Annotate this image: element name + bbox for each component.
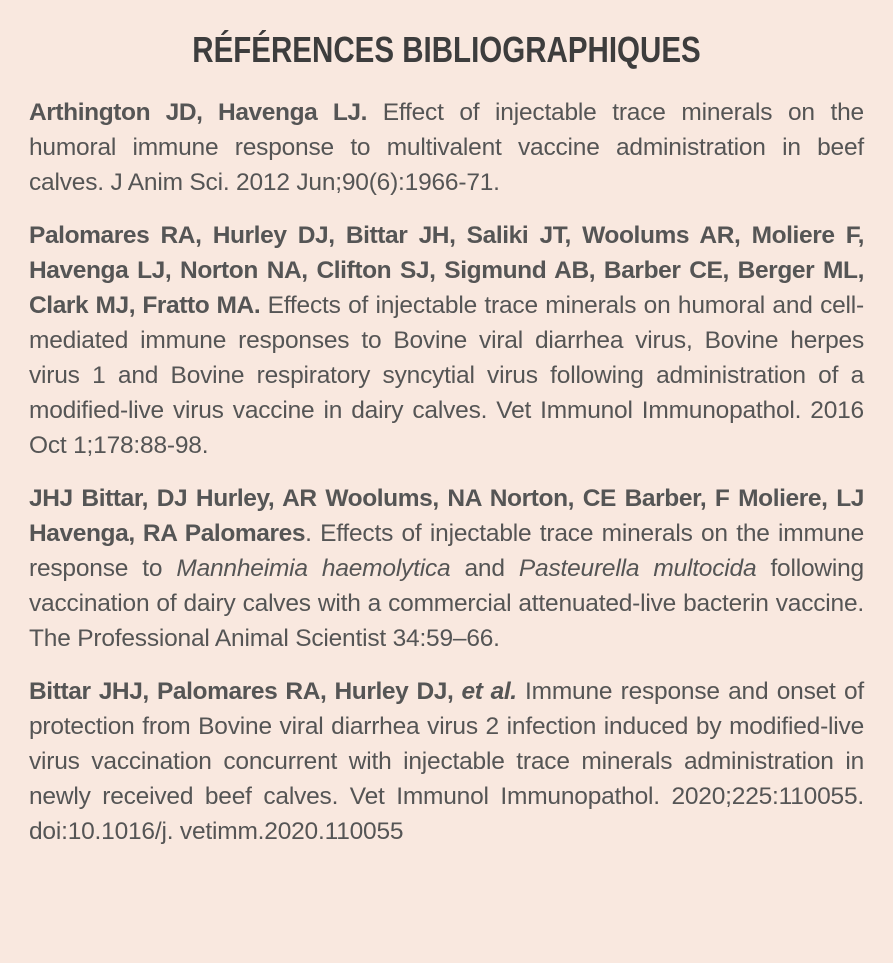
reference-text: and — [450, 555, 519, 583]
et-al: et al. — [453, 678, 517, 706]
reference-item-4 — [29, 674, 864, 849]
reference-text: Effects of injectable trace minerals on humoral and cell-mediated immune responses to Bovine viral diarrhea virus, Bovine herpes virus 1 and Bovine respiratory syncytial virus following administration of a modified-live virus vaccine in dairy calves. Vet Immunol Immunopathol. 2016 Oct 1;178:88-98. — [29, 292, 864, 460]
reference-authors: Palomares RA, Hurley DJ, Bittar JH, Saliki JT, Woolums AR, Moliere F, Havenga LJ, Norton NA, Clifton SJ, Sigmund AB, Barber CE, Berger ML, Clark MJ, Fratto MA. — [29, 222, 864, 320]
reference-text: . Effects of injectable trace minerals on the immune response to — [29, 520, 864, 583]
reference-text: Effect of injectable trace minerals on the humoral immune response to multivalent vaccine administration in beef calves. J Anim Sci. 2012 Jun;90(6):1966-71. — [29, 99, 864, 197]
reference-authors: Bittar JHJ, Palomares RA, Hurley DJ, — [29, 678, 454, 706]
reference-text: following vaccination of dairy calves with a commercial attenuated-live bacterin vaccine. The Professional Animal Scientist 34:59–66. — [29, 555, 864, 653]
species-name: Mannheimia haemolytica — [176, 555, 451, 583]
reference-authors: JHJ Bittar, DJ Hurley, AR Woolums, NA Norton, CE Barber, F Moliere, LJ Havenga, RA Palomares — [29, 485, 864, 548]
reference-authors: Arthington JD, Havenga LJ. — [29, 99, 368, 127]
reference-item-2 — [29, 218, 864, 463]
reference-item-1 — [29, 95, 864, 200]
reference-item-3 — [29, 481, 864, 656]
page-title: RÉFÉRENCES BIBLIOGRAPHIQUES — [192, 29, 701, 70]
species-name: Pasteurella multocida — [518, 555, 757, 583]
reference-text: Immune response and onset of protection from Bovine viral diarrhea virus 2 infection induced by modified-live virus vaccination concurrent with injectable trace minerals administration in newly received beef calves. Vet Immunol Immunopathol. 2020;225:110055. doi:10.1016/j. vetimm.2020.110055 — [29, 678, 864, 846]
